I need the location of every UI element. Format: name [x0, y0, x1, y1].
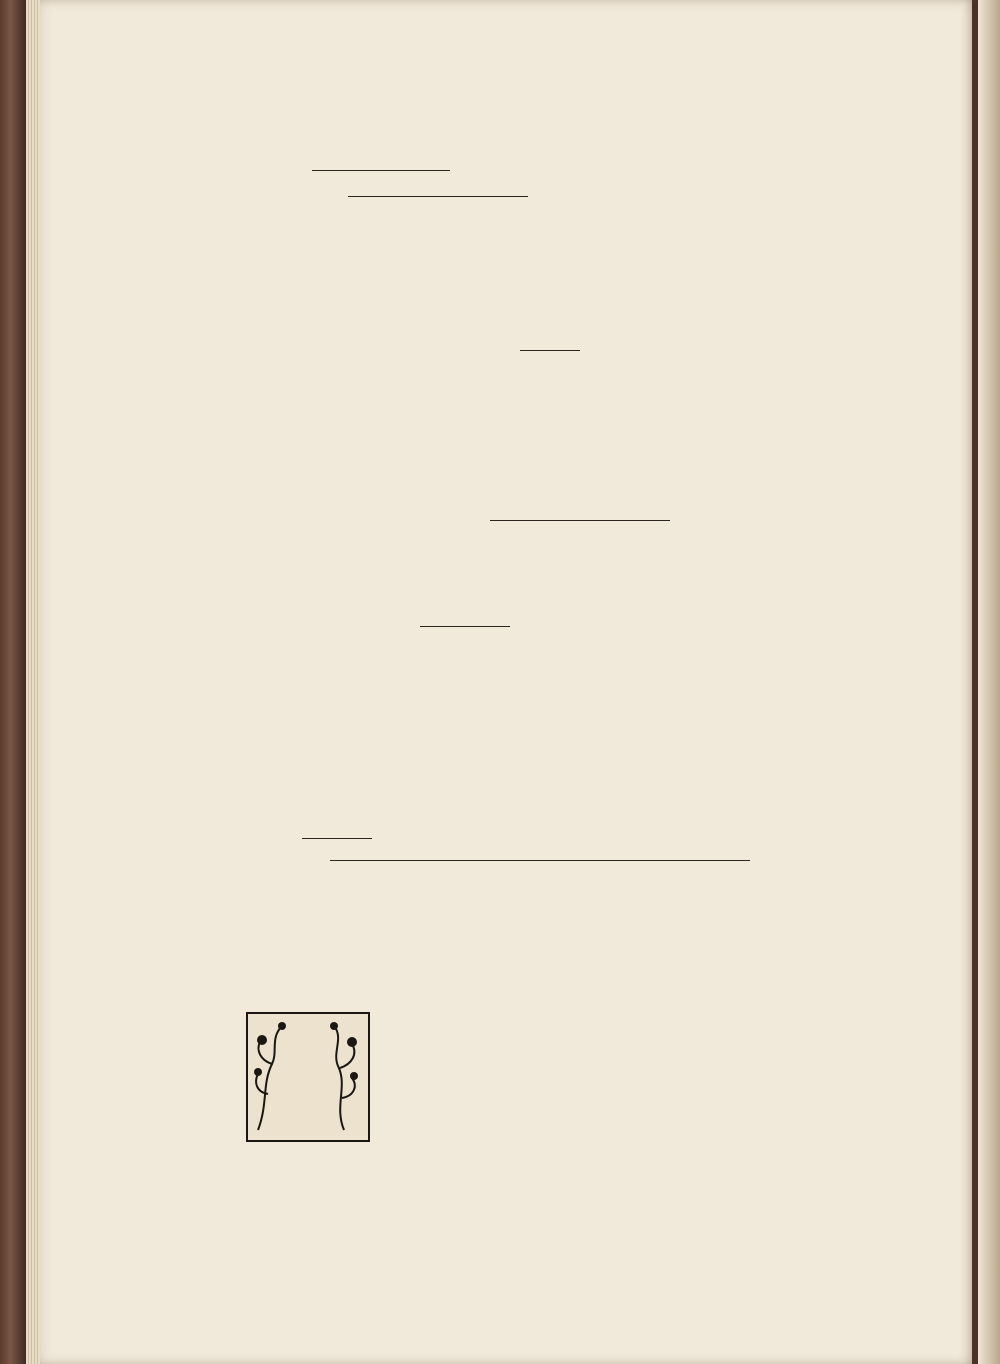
pen-underline [302, 838, 372, 839]
floral-ornament-icon [248, 1014, 368, 1140]
page-stack-edge [26, 0, 40, 1364]
next-page-edge [978, 0, 1000, 1364]
pen-underline [520, 350, 580, 351]
pen-underline [420, 626, 510, 627]
pen-underline [348, 196, 528, 197]
summary-paragraph [310, 906, 885, 927]
decorated-initial [246, 1012, 370, 1142]
chapter-summary [310, 906, 885, 927]
pen-underline [490, 520, 670, 521]
book-page [26, 0, 972, 1364]
book-binding-left [0, 0, 26, 1364]
pen-underline [330, 860, 750, 861]
pen-underline [312, 170, 450, 171]
